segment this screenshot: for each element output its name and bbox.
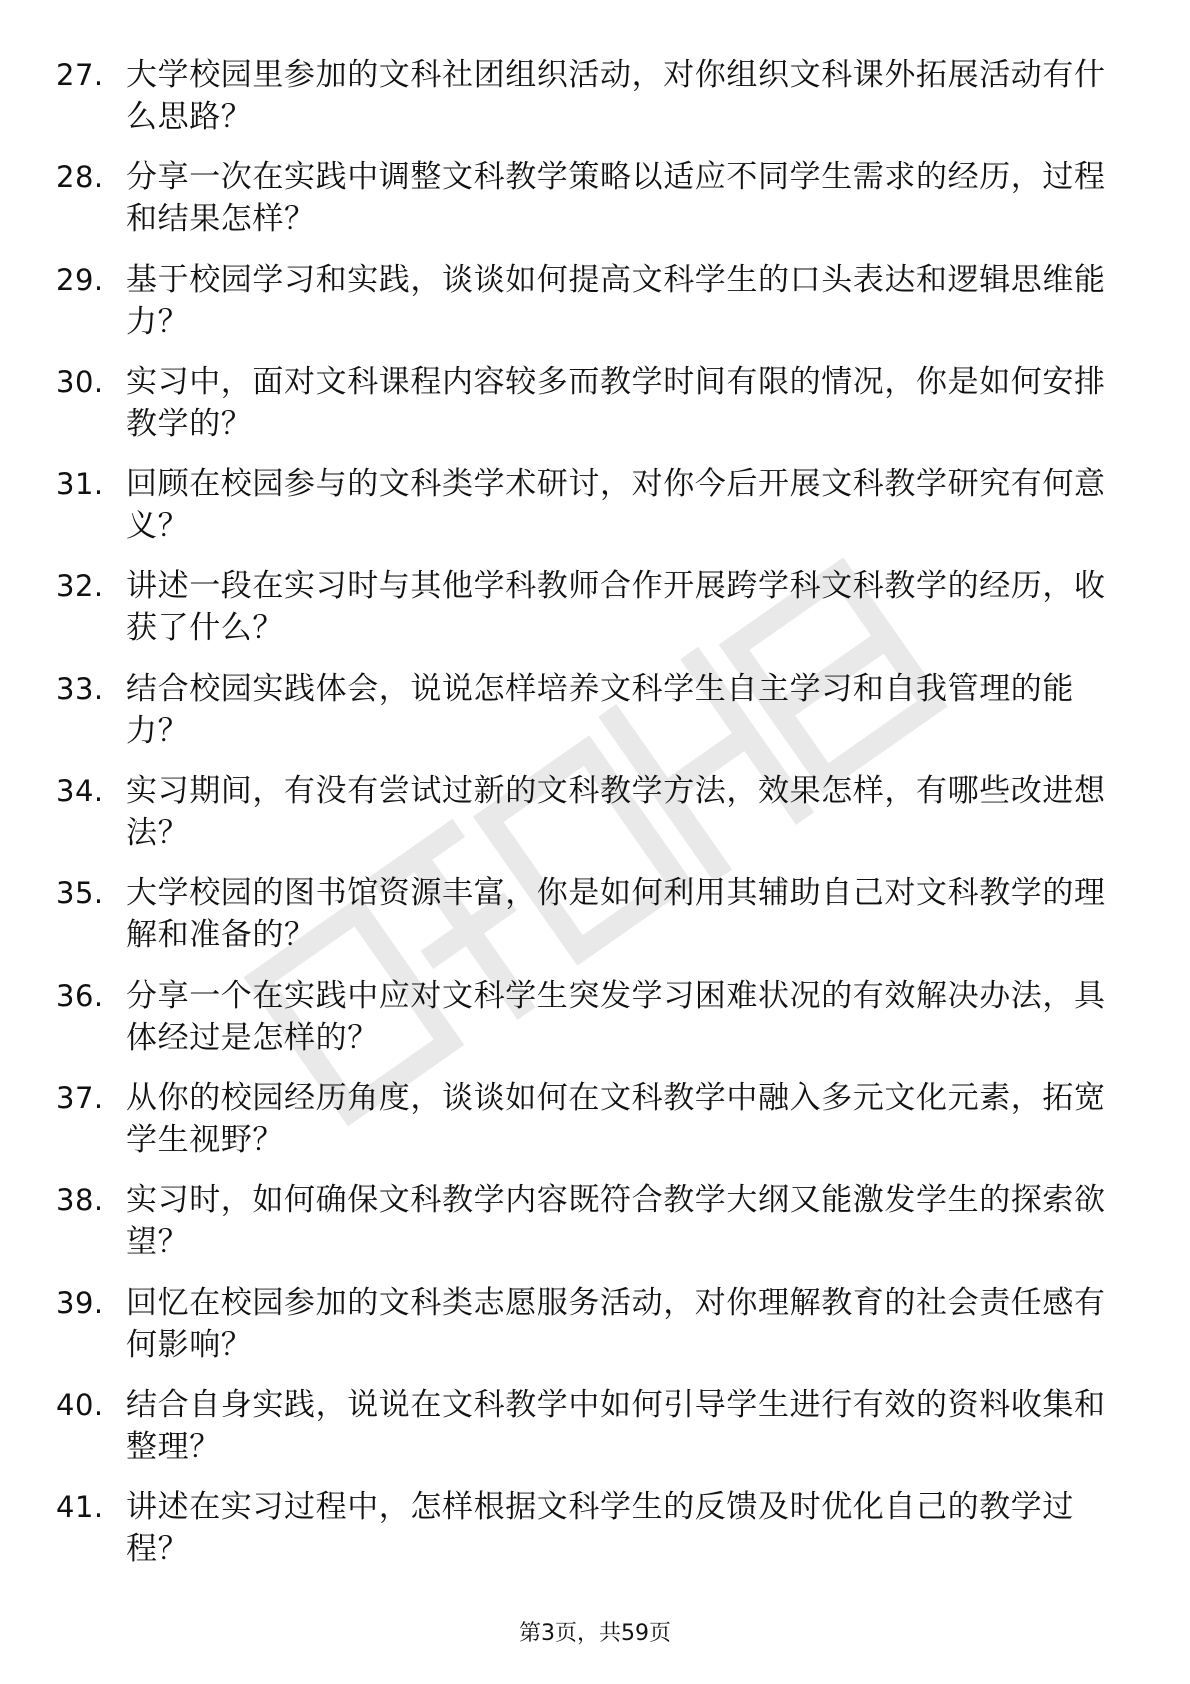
question-text: 结合校园实践体会，说说怎样培养文科学生自主学习和自我管理的能力？ [126, 670, 1074, 749]
question-item [56, 259, 1116, 361]
question-text: 分享一次在实践中调整文科教学策略以适应不同学生需求的经历，过程和结果怎样？ [126, 159, 1106, 238]
question-number: 37. [56, 1080, 104, 1115]
question-number: 31. [56, 467, 104, 502]
question-item [56, 1282, 1116, 1384]
question-number: 34. [56, 774, 104, 809]
question-number: 38. [56, 1183, 104, 1218]
question-text: 基于校园学习和实践，谈谈如何提高文科学生的口头表达和逻辑思维能力？ [126, 261, 1106, 340]
question-item [56, 463, 1116, 565]
question-text: 分享一个在实践中应对文科学生突发学习困难状况的有效解决办法，具体经过是怎样的？ [126, 977, 1106, 1056]
question-text: 实习中，面对文科课程内容较多而教学时间有限的情况，你是如何安排教学的？ [126, 363, 1106, 442]
question-item [56, 975, 1116, 1077]
question-number: 32. [56, 569, 104, 604]
question-text: 实习时，如何确保文科教学内容既符合教学大纲又能激发学生的探索欲望？ [126, 1182, 1106, 1261]
question-item [56, 361, 1116, 463]
question-number: 39. [56, 1285, 104, 1320]
question-text: 回顾在校园参与的文科类学术研讨，对你今后开展文科教学研究有何意义？ [126, 466, 1106, 545]
question-item [56, 565, 1116, 667]
question-number: 29. [56, 262, 104, 297]
question-text: 从你的校园经历角度，谈谈如何在文科教学中融入多元文化元素，拓宽学生视野？ [126, 1079, 1106, 1158]
question-text: 讲述在实习过程中，怎样根据文科学生的反馈及时优化自己的教学过程？ [126, 1489, 1074, 1568]
question-number: 41. [56, 1490, 104, 1525]
question-number: 40. [56, 1387, 104, 1422]
question-number: 33. [56, 671, 104, 706]
question-number: 36. [56, 978, 104, 1013]
question-text: 讲述一段在实习时与其他学科教师合作开展跨学科文科教学的经历，收获了什么？ [126, 568, 1106, 647]
question-item [56, 872, 1116, 974]
question-number: 28. [56, 160, 104, 195]
question-item [56, 1486, 1116, 1588]
question-text: 实习期间，有没有尝试过新的文科教学方法，效果怎样，有哪些改进想法？ [126, 773, 1106, 852]
question-item [56, 54, 1116, 156]
question-item [56, 668, 1116, 770]
question-number: 30. [56, 364, 104, 399]
question-number: 35. [56, 876, 104, 911]
question-text: 回忆在校园参加的文科类志愿服务活动，对你理解教育的社会责任感有何影响？ [126, 1284, 1106, 1363]
question-text: 结合自身实践，说说在文科教学中如何引导学生进行有效的资料收集和整理？ [126, 1386, 1106, 1465]
question-item [56, 1077, 1116, 1179]
question-item [56, 1179, 1116, 1281]
question-item [56, 1384, 1116, 1486]
question-item [56, 156, 1116, 258]
question-text: 大学校园里参加的文科社团组织活动，对你组织文科课外拓展活动有什么思路？ [126, 57, 1106, 135]
question-number: 27. [56, 58, 104, 92]
page-footer: 第3页，共59页 [519, 1621, 671, 1646]
question-list [56, 54, 1116, 1588]
question-text: 大学校园的图书馆资源丰富，你是如何利用其辅助自己对文科教学的理解和准备的？ [126, 875, 1106, 954]
question-item [56, 770, 1116, 872]
